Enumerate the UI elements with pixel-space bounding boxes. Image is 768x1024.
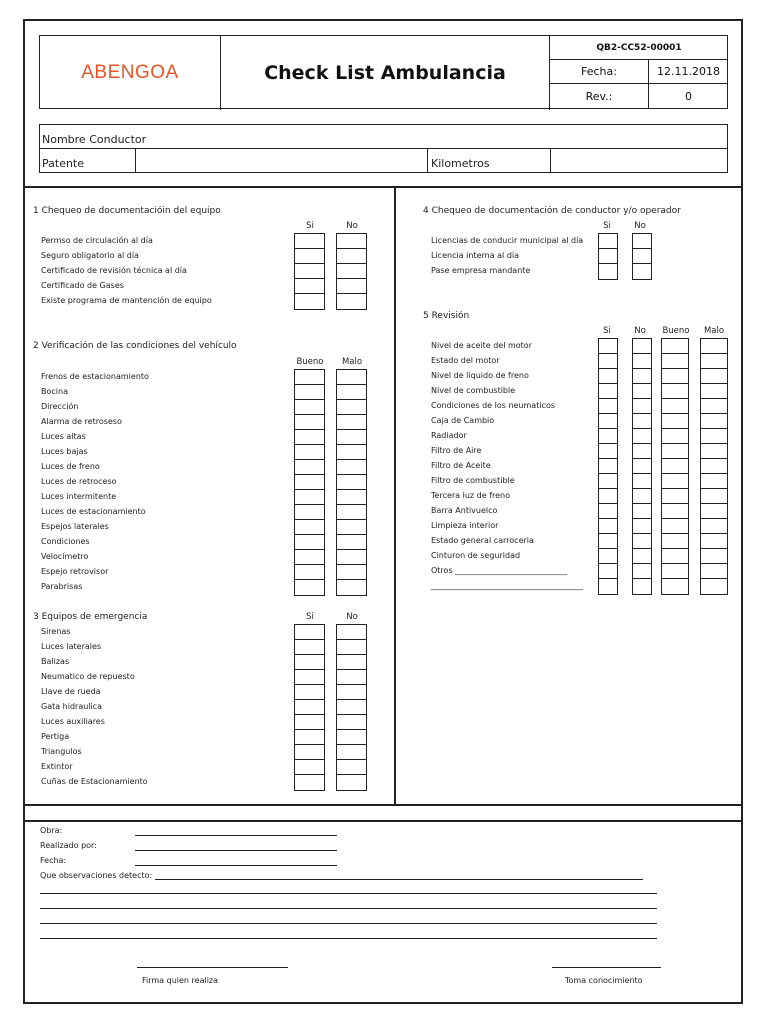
document-code: QB2-CC52-00001 bbox=[550, 36, 728, 60]
checklist-item-label: Luces laterales bbox=[41, 642, 102, 651]
checkbox-cell[interactable] bbox=[662, 339, 688, 354]
checkbox-cell[interactable] bbox=[337, 745, 366, 760]
checkbox-column bbox=[294, 369, 325, 596]
firma-label: Firma quien realiza bbox=[142, 976, 219, 985]
checklist-item-label: Nivel de liquido de freno bbox=[431, 371, 529, 380]
checkbox-cell[interactable] bbox=[337, 625, 366, 640]
checkbox-cell[interactable] bbox=[337, 430, 366, 445]
checkbox-cell[interactable] bbox=[599, 264, 617, 279]
checkbox-cell[interactable] bbox=[295, 775, 324, 790]
checkbox-cell[interactable] bbox=[599, 414, 617, 429]
checkbox-cell[interactable] bbox=[662, 459, 688, 474]
fecha-value: 12.11.2018 bbox=[657, 65, 720, 78]
observaciones-line[interactable] bbox=[40, 938, 657, 939]
checkbox-cell[interactable] bbox=[337, 234, 366, 249]
checklist-item-label: Nivel de combustible bbox=[431, 386, 516, 395]
checklist-item-label: Barra Antivuelco bbox=[431, 506, 498, 515]
checkbox-cell[interactable] bbox=[701, 564, 727, 579]
checklist-item-label: Estado general carroceria bbox=[431, 536, 534, 545]
checkbox-cell[interactable] bbox=[337, 264, 366, 279]
checkbox-cell[interactable] bbox=[701, 429, 727, 444]
checklist-item-label: Neumatico de repuesto bbox=[41, 672, 135, 681]
section-4-title: 4 Chequeo de documentación de conductor y/o operador bbox=[423, 206, 681, 216]
checkbox-cell[interactable] bbox=[337, 655, 366, 670]
checkbox-cell[interactable] bbox=[337, 445, 366, 460]
checkbox-cell[interactable] bbox=[295, 249, 324, 264]
checkbox-cell[interactable] bbox=[599, 579, 617, 594]
checklist-item-label: Estado del motor bbox=[431, 356, 500, 365]
section-5-title: 5 Revisión bbox=[423, 311, 470, 321]
checkbox-cell[interactable] bbox=[337, 775, 366, 790]
checkbox-cell[interactable] bbox=[633, 339, 651, 354]
checkbox-cell[interactable] bbox=[701, 369, 727, 384]
checkbox-cell[interactable] bbox=[662, 429, 688, 444]
checkbox-cell[interactable] bbox=[701, 399, 727, 414]
fecha-row bbox=[550, 60, 728, 84]
checkbox-column bbox=[294, 624, 325, 791]
column-divider bbox=[394, 186, 396, 805]
realizado-label: Realizado por: bbox=[40, 841, 97, 850]
checkbox-cell[interactable] bbox=[295, 700, 324, 715]
checklist-item-label: Luces bajas bbox=[41, 447, 88, 456]
checkbox-cell[interactable] bbox=[662, 519, 688, 534]
checkbox-cell[interactable] bbox=[662, 399, 688, 414]
checkbox-cell[interactable] bbox=[599, 384, 617, 399]
checkbox-cell[interactable] bbox=[295, 760, 324, 775]
checklist-item-label: Dirección bbox=[41, 402, 79, 411]
firma-line[interactable] bbox=[137, 967, 288, 968]
checklist-item-label: Condiciones bbox=[41, 537, 90, 546]
checkbox-cell[interactable] bbox=[295, 625, 324, 640]
page-title: Check List Ambulancia bbox=[221, 36, 550, 110]
checkbox-cell[interactable] bbox=[599, 234, 617, 249]
checkbox-cell[interactable] bbox=[701, 474, 727, 489]
checkbox-cell[interactable] bbox=[662, 549, 688, 564]
checkbox-cell[interactable] bbox=[662, 579, 688, 594]
checkbox-cell[interactable] bbox=[662, 564, 688, 579]
divider bbox=[23, 186, 743, 188]
checkbox-cell[interactable] bbox=[633, 264, 651, 279]
document-meta bbox=[550, 36, 728, 110]
checkbox-cell[interactable] bbox=[599, 519, 617, 534]
checklist-item-label: Tercera luz de freno bbox=[431, 491, 511, 500]
checkbox-cell[interactable] bbox=[633, 459, 651, 474]
checklist-item-label: Luces altas bbox=[41, 432, 86, 441]
checkbox-cell[interactable] bbox=[295, 730, 324, 745]
checkbox-cell[interactable] bbox=[701, 504, 727, 519]
checklist-item-label: Otros ____________________________ bbox=[431, 566, 568, 575]
checklist-item-label: Velocímetro bbox=[41, 552, 89, 561]
divider bbox=[427, 149, 428, 173]
checklist-item-label: Luces intermitente bbox=[41, 492, 117, 501]
observaciones-field[interactable] bbox=[155, 879, 643, 880]
patente-label: Patente bbox=[42, 157, 85, 170]
column-header-malo: Malo bbox=[341, 357, 363, 367]
checkbox-cell[interactable] bbox=[337, 370, 366, 385]
checklist-item-label: Sirenas bbox=[41, 627, 71, 636]
checkbox-cell[interactable] bbox=[633, 549, 651, 564]
checkbox-column bbox=[598, 233, 618, 280]
checkbox-cell[interactable] bbox=[599, 549, 617, 564]
checkbox-cell[interactable] bbox=[701, 534, 727, 549]
checkbox-cell[interactable] bbox=[701, 459, 727, 474]
checkbox-cell[interactable] bbox=[295, 640, 324, 655]
checkbox-cell[interactable] bbox=[337, 535, 366, 550]
checklist-item-label: Cinturon de seguridad bbox=[431, 551, 521, 560]
checkbox-cell[interactable] bbox=[633, 369, 651, 384]
checkbox-cell[interactable] bbox=[295, 279, 324, 294]
obra-field[interactable] bbox=[135, 835, 337, 836]
checkbox-cell[interactable] bbox=[633, 519, 651, 534]
checkbox-column bbox=[336, 624, 367, 791]
checklist-item-label: Radiador bbox=[431, 431, 467, 440]
checkbox-cell[interactable] bbox=[599, 489, 617, 504]
checkbox-cell[interactable] bbox=[633, 534, 651, 549]
checkbox-cell[interactable] bbox=[599, 354, 617, 369]
checkbox-cell[interactable] bbox=[599, 564, 617, 579]
checkbox-cell[interactable] bbox=[337, 385, 366, 400]
checkbox-cell[interactable] bbox=[701, 549, 727, 564]
column-header-si: Si bbox=[306, 221, 314, 231]
checkbox-cell[interactable] bbox=[701, 414, 727, 429]
checkbox-cell[interactable] bbox=[295, 430, 324, 445]
checkbox-cell[interactable] bbox=[599, 534, 617, 549]
checkbox-cell[interactable] bbox=[295, 580, 324, 595]
checkbox-cell[interactable] bbox=[295, 520, 324, 535]
checklist-item-label: Frenos de estacionamiento bbox=[41, 372, 149, 381]
checkbox-cell[interactable] bbox=[337, 670, 366, 685]
checkbox-cell[interactable] bbox=[295, 505, 324, 520]
checkbox-cell[interactable] bbox=[633, 444, 651, 459]
checkbox-cell[interactable] bbox=[599, 339, 617, 354]
checkbox-cell[interactable] bbox=[295, 655, 324, 670]
checkbox-cell[interactable] bbox=[662, 474, 688, 489]
checklist-item-label: Certificado de revisión técnica al día bbox=[41, 266, 187, 275]
checkbox-cell[interactable] bbox=[337, 279, 366, 294]
checklist-item-label: Cuñas de Estacionamiento bbox=[41, 777, 148, 786]
checkbox-cell[interactable] bbox=[633, 249, 651, 264]
checkbox-cell[interactable] bbox=[337, 550, 366, 565]
checkbox-cell[interactable] bbox=[337, 715, 366, 730]
checkbox-cell[interactable] bbox=[662, 489, 688, 504]
checkbox-cell[interactable] bbox=[337, 415, 366, 430]
realizado-field[interactable] bbox=[135, 850, 337, 851]
section-3-title: 3 Equipos de emergencia bbox=[33, 612, 148, 622]
checklist-item-label: Caja de Cambio bbox=[431, 416, 495, 425]
checkbox-cell[interactable] bbox=[337, 580, 366, 595]
checklist-item-label: Filtro de combustible bbox=[431, 476, 515, 485]
checkbox-cell[interactable] bbox=[295, 550, 324, 565]
checkbox-column bbox=[336, 369, 367, 596]
checkbox-column bbox=[700, 338, 728, 595]
column-header-no: No bbox=[346, 221, 358, 231]
checkbox-cell[interactable] bbox=[701, 384, 727, 399]
checkbox-cell[interactable] bbox=[337, 460, 366, 475]
column-header-no: No bbox=[634, 221, 646, 231]
checkbox-cell[interactable] bbox=[633, 504, 651, 519]
checkbox-cell[interactable] bbox=[633, 414, 651, 429]
checkbox-cell[interactable] bbox=[662, 534, 688, 549]
checklist-item-label: Parabrisas bbox=[41, 582, 83, 591]
kilometros-field[interactable] bbox=[551, 149, 727, 173]
rev-row bbox=[550, 84, 728, 108]
checklist-item-label: Licencias de conducir municipal al día bbox=[431, 236, 584, 245]
driver-info-table bbox=[39, 124, 728, 173]
checkbox-cell[interactable] bbox=[337, 490, 366, 505]
checkbox-cell[interactable] bbox=[633, 354, 651, 369]
observaciones-line[interactable] bbox=[40, 893, 657, 894]
header-table bbox=[39, 35, 728, 109]
column-header-si: Si bbox=[603, 326, 611, 336]
checkbox-cell[interactable] bbox=[337, 249, 366, 264]
checkbox-cell[interactable] bbox=[295, 475, 324, 490]
checkbox-cell[interactable] bbox=[295, 535, 324, 550]
checkbox-cell[interactable] bbox=[599, 369, 617, 384]
divider bbox=[23, 820, 743, 822]
checklist-item-label: Filtro de Aceite bbox=[431, 461, 491, 470]
section-2-title: 2 Verificación de las condiciones del vehículo bbox=[33, 341, 237, 351]
checkbox-cell[interactable] bbox=[337, 294, 366, 309]
checkbox-column bbox=[632, 233, 652, 280]
checkbox-cell[interactable] bbox=[337, 760, 366, 775]
checkbox-cell[interactable] bbox=[295, 490, 324, 505]
checkbox-cell[interactable] bbox=[599, 444, 617, 459]
company-logo: ABENGOA bbox=[40, 36, 221, 110]
checkbox-cell[interactable] bbox=[701, 519, 727, 534]
checkbox-cell[interactable] bbox=[295, 400, 324, 415]
checklist-item-label: Existe programa de mantención de equipo bbox=[41, 296, 212, 305]
fecha-footer-label: Fecha: bbox=[40, 856, 67, 865]
checkbox-cell[interactable] bbox=[295, 415, 324, 430]
column-header-no: No bbox=[346, 612, 358, 622]
checkbox-cell[interactable] bbox=[701, 339, 727, 354]
checkbox-column bbox=[598, 338, 618, 595]
checkbox-cell[interactable] bbox=[633, 429, 651, 444]
checkbox-cell[interactable] bbox=[295, 460, 324, 475]
column-header-si: Si bbox=[306, 612, 314, 622]
checkbox-cell[interactable] bbox=[295, 234, 324, 249]
checkbox-cell[interactable] bbox=[295, 715, 324, 730]
nombre-conductor-row[interactable] bbox=[40, 125, 727, 149]
checklist-item-label: Triangulos bbox=[41, 747, 82, 756]
checkbox-cell[interactable] bbox=[337, 730, 366, 745]
checklist-item-label: Bocina bbox=[41, 387, 68, 396]
checkbox-cell[interactable] bbox=[633, 384, 651, 399]
checkbox-cell[interactable] bbox=[662, 369, 688, 384]
checkbox-cell[interactable] bbox=[599, 504, 617, 519]
checklist-item-label: Pertiga bbox=[41, 732, 70, 741]
checkbox-cell[interactable] bbox=[295, 385, 324, 400]
checkbox-cell[interactable] bbox=[599, 459, 617, 474]
checkbox-cell[interactable] bbox=[337, 505, 366, 520]
checkbox-cell[interactable] bbox=[599, 429, 617, 444]
observaciones-label: Que observaciones detecto: bbox=[40, 871, 153, 880]
checklist-item-label: Luces auxiliares bbox=[41, 717, 105, 726]
checklist-item-label: Balizas bbox=[41, 657, 70, 666]
checkbox-cell[interactable] bbox=[337, 400, 366, 415]
checkbox-cell[interactable] bbox=[337, 520, 366, 535]
checkbox-cell[interactable] bbox=[337, 685, 366, 700]
checkbox-column bbox=[294, 233, 325, 310]
checkbox-cell[interactable] bbox=[295, 685, 324, 700]
checkbox-cell[interactable] bbox=[337, 640, 366, 655]
section-1-title: 1 Chequeo de documentacióin del equipo bbox=[33, 206, 221, 216]
obra-label: Obra: bbox=[40, 826, 63, 835]
checkbox-cell[interactable] bbox=[337, 565, 366, 580]
checklist-item-label: Espejos laterales bbox=[41, 522, 109, 531]
checkbox-cell[interactable] bbox=[701, 444, 727, 459]
observaciones-line[interactable] bbox=[40, 923, 657, 924]
checklist-item-label: Limpieza interior bbox=[431, 521, 499, 530]
checklist-item-label: Luces de retroceso bbox=[41, 477, 117, 486]
checklist-item-label: Permso de circulación al día bbox=[41, 236, 153, 245]
rev-value: 0 bbox=[685, 89, 692, 103]
rev-label: Rev.: bbox=[550, 84, 649, 108]
checkbox-cell[interactable] bbox=[633, 234, 651, 249]
fecha-field[interactable] bbox=[135, 865, 337, 866]
checkbox-cell[interactable] bbox=[295, 370, 324, 385]
checklist-item-label: Luces de freno bbox=[41, 462, 100, 471]
checkbox-cell[interactable] bbox=[295, 294, 324, 309]
checkbox-column bbox=[632, 338, 652, 595]
checklist-item-label: Certificado de Gases bbox=[41, 281, 124, 290]
checklist-item-label: Seguro obligatorio al día bbox=[41, 251, 139, 260]
checklist-item-label: Filtro de Aire bbox=[431, 446, 482, 455]
checkbox-cell[interactable] bbox=[633, 489, 651, 504]
checkbox-column bbox=[336, 233, 367, 310]
checklist-item-label: ______________________________________ bbox=[431, 581, 583, 590]
checkbox-cell[interactable] bbox=[633, 474, 651, 489]
checkbox-cell[interactable] bbox=[662, 504, 688, 519]
checkbox-cell[interactable] bbox=[633, 399, 651, 414]
checkbox-cell[interactable] bbox=[662, 354, 688, 369]
checkbox-cell[interactable] bbox=[701, 579, 727, 594]
checkbox-cell[interactable] bbox=[295, 745, 324, 760]
checklist-item-label: Condiciones de los neumaticos bbox=[431, 401, 556, 410]
checkbox-cell[interactable] bbox=[295, 565, 324, 580]
checklist-item-label: Gata hidraulica bbox=[41, 702, 103, 711]
divider bbox=[23, 804, 743, 806]
checkbox-cell[interactable] bbox=[633, 579, 651, 594]
checkbox-cell[interactable] bbox=[701, 354, 727, 369]
patente-field[interactable] bbox=[136, 149, 427, 173]
column-header-no: No bbox=[634, 326, 646, 336]
checklist-item-label: Llave de rueda bbox=[41, 687, 101, 696]
checkbox-cell[interactable] bbox=[295, 264, 324, 279]
column-header-bueno: Bueno bbox=[662, 326, 690, 336]
toma-conocimiento-line[interactable] bbox=[552, 967, 661, 968]
checkbox-cell[interactable] bbox=[295, 670, 324, 685]
checklist-item-label: Luces de estacionamiento bbox=[41, 507, 146, 516]
checklist-item-label: Espejo retrovisor bbox=[41, 567, 109, 576]
checkbox-cell[interactable] bbox=[599, 249, 617, 264]
checkbox-cell[interactable] bbox=[662, 444, 688, 459]
column-header-si: Si bbox=[603, 221, 611, 231]
checkbox-cell[interactable] bbox=[295, 445, 324, 460]
checkbox-cell[interactable] bbox=[662, 384, 688, 399]
checkbox-cell[interactable] bbox=[337, 475, 366, 490]
checkbox-cell[interactable] bbox=[599, 399, 617, 414]
checkbox-cell[interactable] bbox=[701, 489, 727, 504]
checkbox-cell[interactable] bbox=[633, 564, 651, 579]
kilometros-label: Kilometros bbox=[431, 157, 490, 170]
column-header-malo: Malo bbox=[703, 326, 725, 336]
column-header-bueno: Bueno bbox=[296, 357, 324, 367]
checklist-item-label: Extintor bbox=[41, 762, 73, 771]
checklist-item-label: Alarma de retroseso bbox=[41, 417, 122, 426]
toma-conocimiento-label: Toma conocimiento bbox=[565, 976, 643, 985]
nombre-conductor-label: Nombre Conductor bbox=[42, 133, 147, 146]
checkbox-cell[interactable] bbox=[662, 414, 688, 429]
checkbox-column bbox=[661, 338, 689, 595]
checklist-item-label: Licencia interna al día bbox=[431, 251, 520, 260]
checklist-item-label: Nivel de aceite del motor bbox=[431, 341, 532, 350]
fecha-label: Fecha: bbox=[550, 60, 649, 83]
checkbox-cell[interactable] bbox=[599, 474, 617, 489]
checklist-item-label: Pase empresa mandante bbox=[431, 266, 531, 275]
observaciones-line[interactable] bbox=[40, 908, 657, 909]
checkbox-cell[interactable] bbox=[337, 700, 366, 715]
